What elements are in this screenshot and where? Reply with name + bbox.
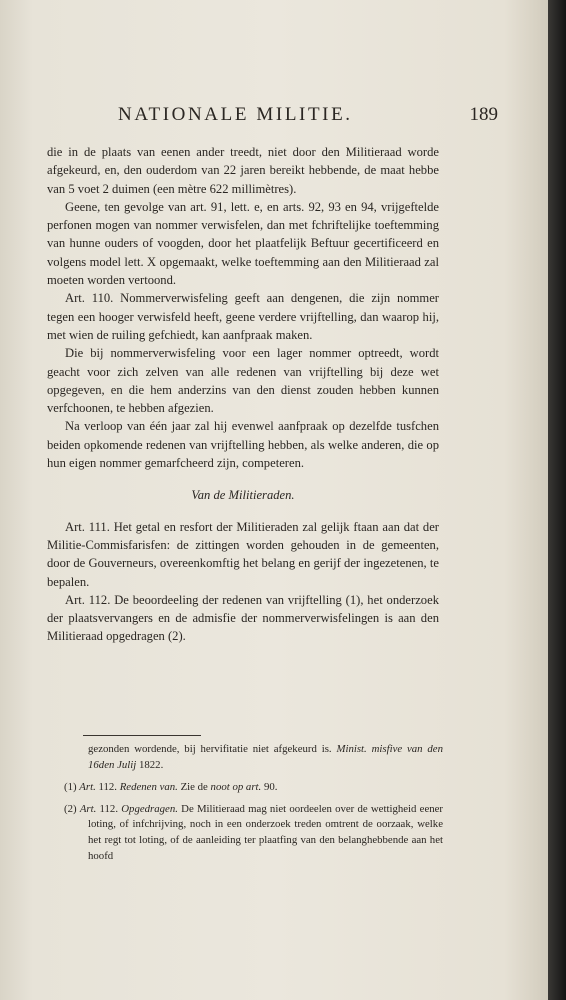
section-title: Van de Militieraden. (191, 488, 295, 503)
footnote-marker: (1) (64, 781, 77, 794)
footnote-2: (2) Art. 112. Opgedragen. De Militieraad mag niet oordeelen over de wettigheid eener loting, of infchrijving, noch in een onderzoek treden omtrent de oorzaak, welke het regt tot loting, of de aanleiding ter plaatfing van den belanghebbende aan het hoofd (64, 802, 444, 862)
footnote-continuation: gezonden wordende, bij hervifitatie niet afgekeurd is. Minist. misfive van den 16den Julij 1822. (88, 743, 443, 771)
paragraph: Geene, ten gevolge van art. 91, lett. e, en arts. 92, 93 en 94, vrijgeftelde perfonen mogen van nommer verwisfelen, dan met fchriftelijke toeftemming van hunne ouders of voogden, door het plaatfelijk Beftuur gecertificeerd en volgens model lett. X opgemaakt, welke toeftemming aan den Militieraad zal moeten worden vertoond. (47, 199, 439, 288)
page-number: 189 (469, 104, 498, 125)
paragraph: die in de plaats van eenen ander treedt, niet door den Militieraad worde afgekeurd, en, den ouderdom van 22 jaren bereikt hebbende, de maat hebbe van 5 voet 2 duimen (een mètre 622 millimètres). (47, 145, 439, 196)
article-110: Art. 110. Nommerverwisfeling geeft aan dengenen, die zijn nommer tegen een hooger verwisfeld heeft, geene verdere vrijftelling, dan waarop hij, met wien de ruiling gefchiedt, kan aanfpraak maken. (47, 291, 439, 342)
article-111: Art. 111. Het getal en resfort der Militieraden zal gelijk ftaan aan dat der Militie-Commisfarisfen: de zittingen worden gehouden in de gemeenten, door de Gouverneurs, overeenkomftig het belang en gerijf der ingezetenen, te bepalen. (47, 519, 439, 589)
footnote-1: (1) Art. 112. Redenen van. Zie de noot op art. 90. (64, 781, 278, 794)
paragraph: Na verloop van één jaar zal hij evenwel aanfpraak op dezelfde tusfchen beiden opkomende redenen van vrijftelling hebben, als welke anderen, die op hun eigen nommer gemarfcheerd zijn, competeren. (47, 419, 439, 471)
footnotes (64, 742, 443, 870)
book-edge (548, 0, 566, 1000)
paragraph: Die bij nommerverwisfeling voor een lager nommer optreedt, wordt geacht voor zich zelven van alle redenen van vrijftelling bij deze wet opgegeven, en die hem anderzins van den dienst zouden hebben kunnen verfchoonen, te hebben afgezien. (47, 346, 439, 416)
body-text (47, 143, 439, 646)
running-head: NATIONALE MILITIE. (118, 104, 353, 125)
page-header (118, 104, 498, 132)
footnote-divider (83, 735, 201, 736)
article-112: Art. 112. De beoordeeling der redenen van vrijftelling (1), het onderzoek der plaatsvervangers en de admisfie der nommerverwisfelingen is aan den Militieraad opgedragen (2). (47, 592, 439, 644)
footnote-marker: (2) (64, 802, 77, 815)
